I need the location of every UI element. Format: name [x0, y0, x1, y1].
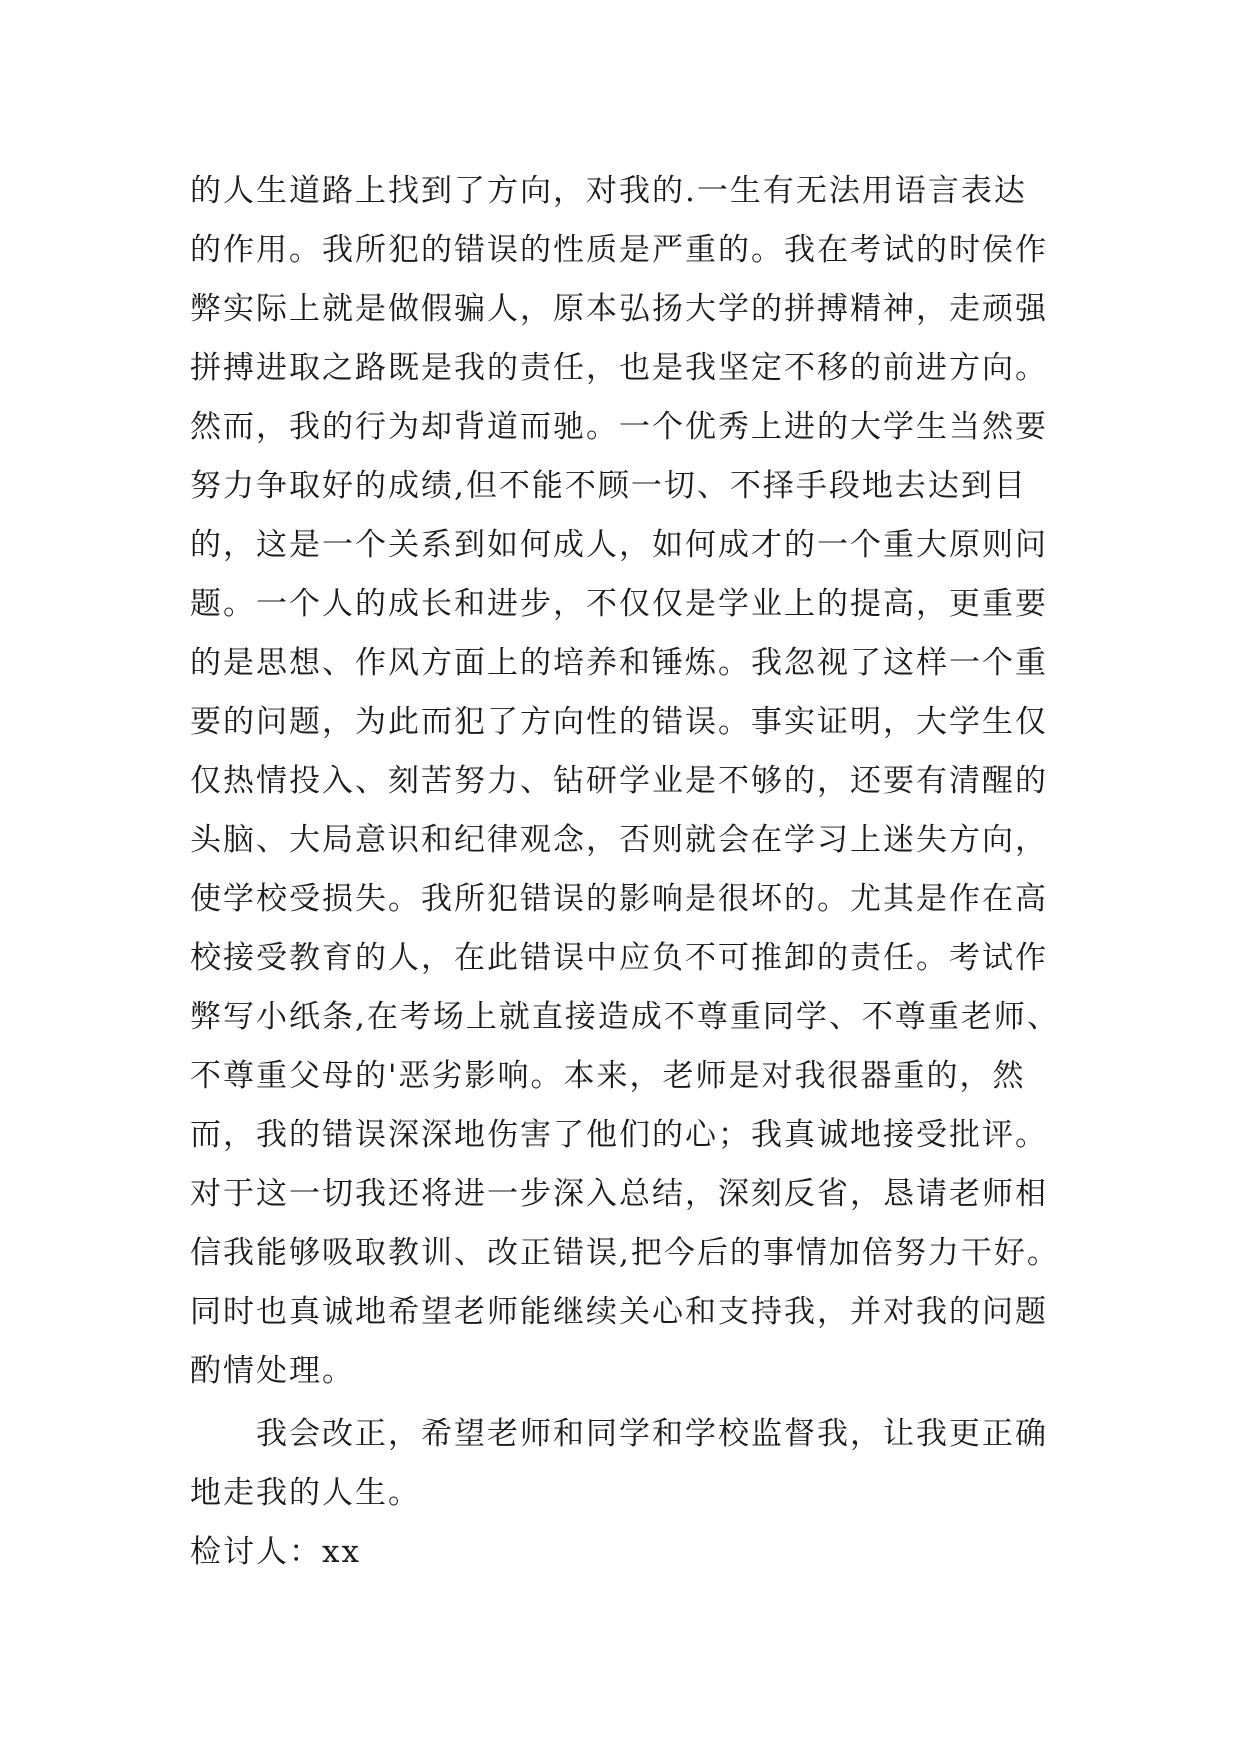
- text-line: 的作用。我所犯的错误的性质是严重的。我在考试的时侯作: [190, 232, 1048, 268]
- text-line: 同时也真诚地希望老师能继续关心和支持我，并对我的问题: [190, 1294, 1048, 1330]
- text-line: 拼搏进取之路既是我的责任，也是我坚定不移的前进方向。: [190, 350, 1048, 386]
- text-line: 对于这一切我还将进一步深入总结，深刻反省，恳请老师相: [190, 1176, 1048, 1212]
- text-line: 我会改正，希望老师和同学和学校监督我，让我更正确: [256, 1416, 1048, 1452]
- text-line: 要的问题，为此而犯了方向性的错误。事实证明，大学生仅: [190, 704, 1048, 740]
- text-line: 弊写小纸条,在考场上就直接造成不尊重同学、不尊重老师、: [190, 999, 1060, 1035]
- text-line: 头脑、大局意识和纪律观念，否则就会在学习上迷失方向，: [190, 822, 1048, 858]
- text-line: 的人生道路上找到了方向，对我的.一生有无法用语言表达: [190, 173, 1027, 209]
- text-line: 校接受教育的人，在此错误中应负不可推卸的责任。考试作: [190, 940, 1048, 976]
- text-line: 然而，我的行为却背道而驰。一个优秀上进的大学生当然要: [190, 409, 1048, 445]
- text-line: 仅热情投入、刻苦努力、钻研学业是不够的，还要有清醒的: [190, 763, 1048, 799]
- text-line: 题。一个人的成长和进步，不仅仅是学业上的提高，更重要: [190, 586, 1048, 622]
- text-line: 不尊重父母的'恶劣影响。本来，老师是对我很器重的，然: [190, 1058, 1026, 1094]
- text-line: 努力争取好的成绩,但不能不顾一切、不择手段地去达到目: [190, 468, 1027, 504]
- text-line: 的是思想、作风方面上的培养和锤炼。我忽视了这样一个重: [190, 645, 1048, 681]
- signature-line: 检讨人：xx: [190, 1534, 361, 1570]
- text-line: 信我能够吸取教训、改正错误,把今后的事情加倍努力干好。: [190, 1235, 1060, 1271]
- document-body: [190, 162, 1070, 1582]
- text-line: 使学校受损失。我所犯错误的影响是很坏的。尤其是作在高: [190, 881, 1048, 917]
- text-line: 酌情处理。: [190, 1353, 355, 1389]
- text-line: 地走我的人生。: [190, 1475, 421, 1511]
- text-line: 的，这是一个关系到如何成人，如何成才的一个重大原则问: [190, 527, 1048, 563]
- text-line: 弊实际上就是做假骗人，原本弘扬大学的拼搏精神，走顽强: [190, 291, 1048, 327]
- text-line: 而，我的错误深深地伤害了他们的心；我真诚地接受批评。: [190, 1117, 1048, 1153]
